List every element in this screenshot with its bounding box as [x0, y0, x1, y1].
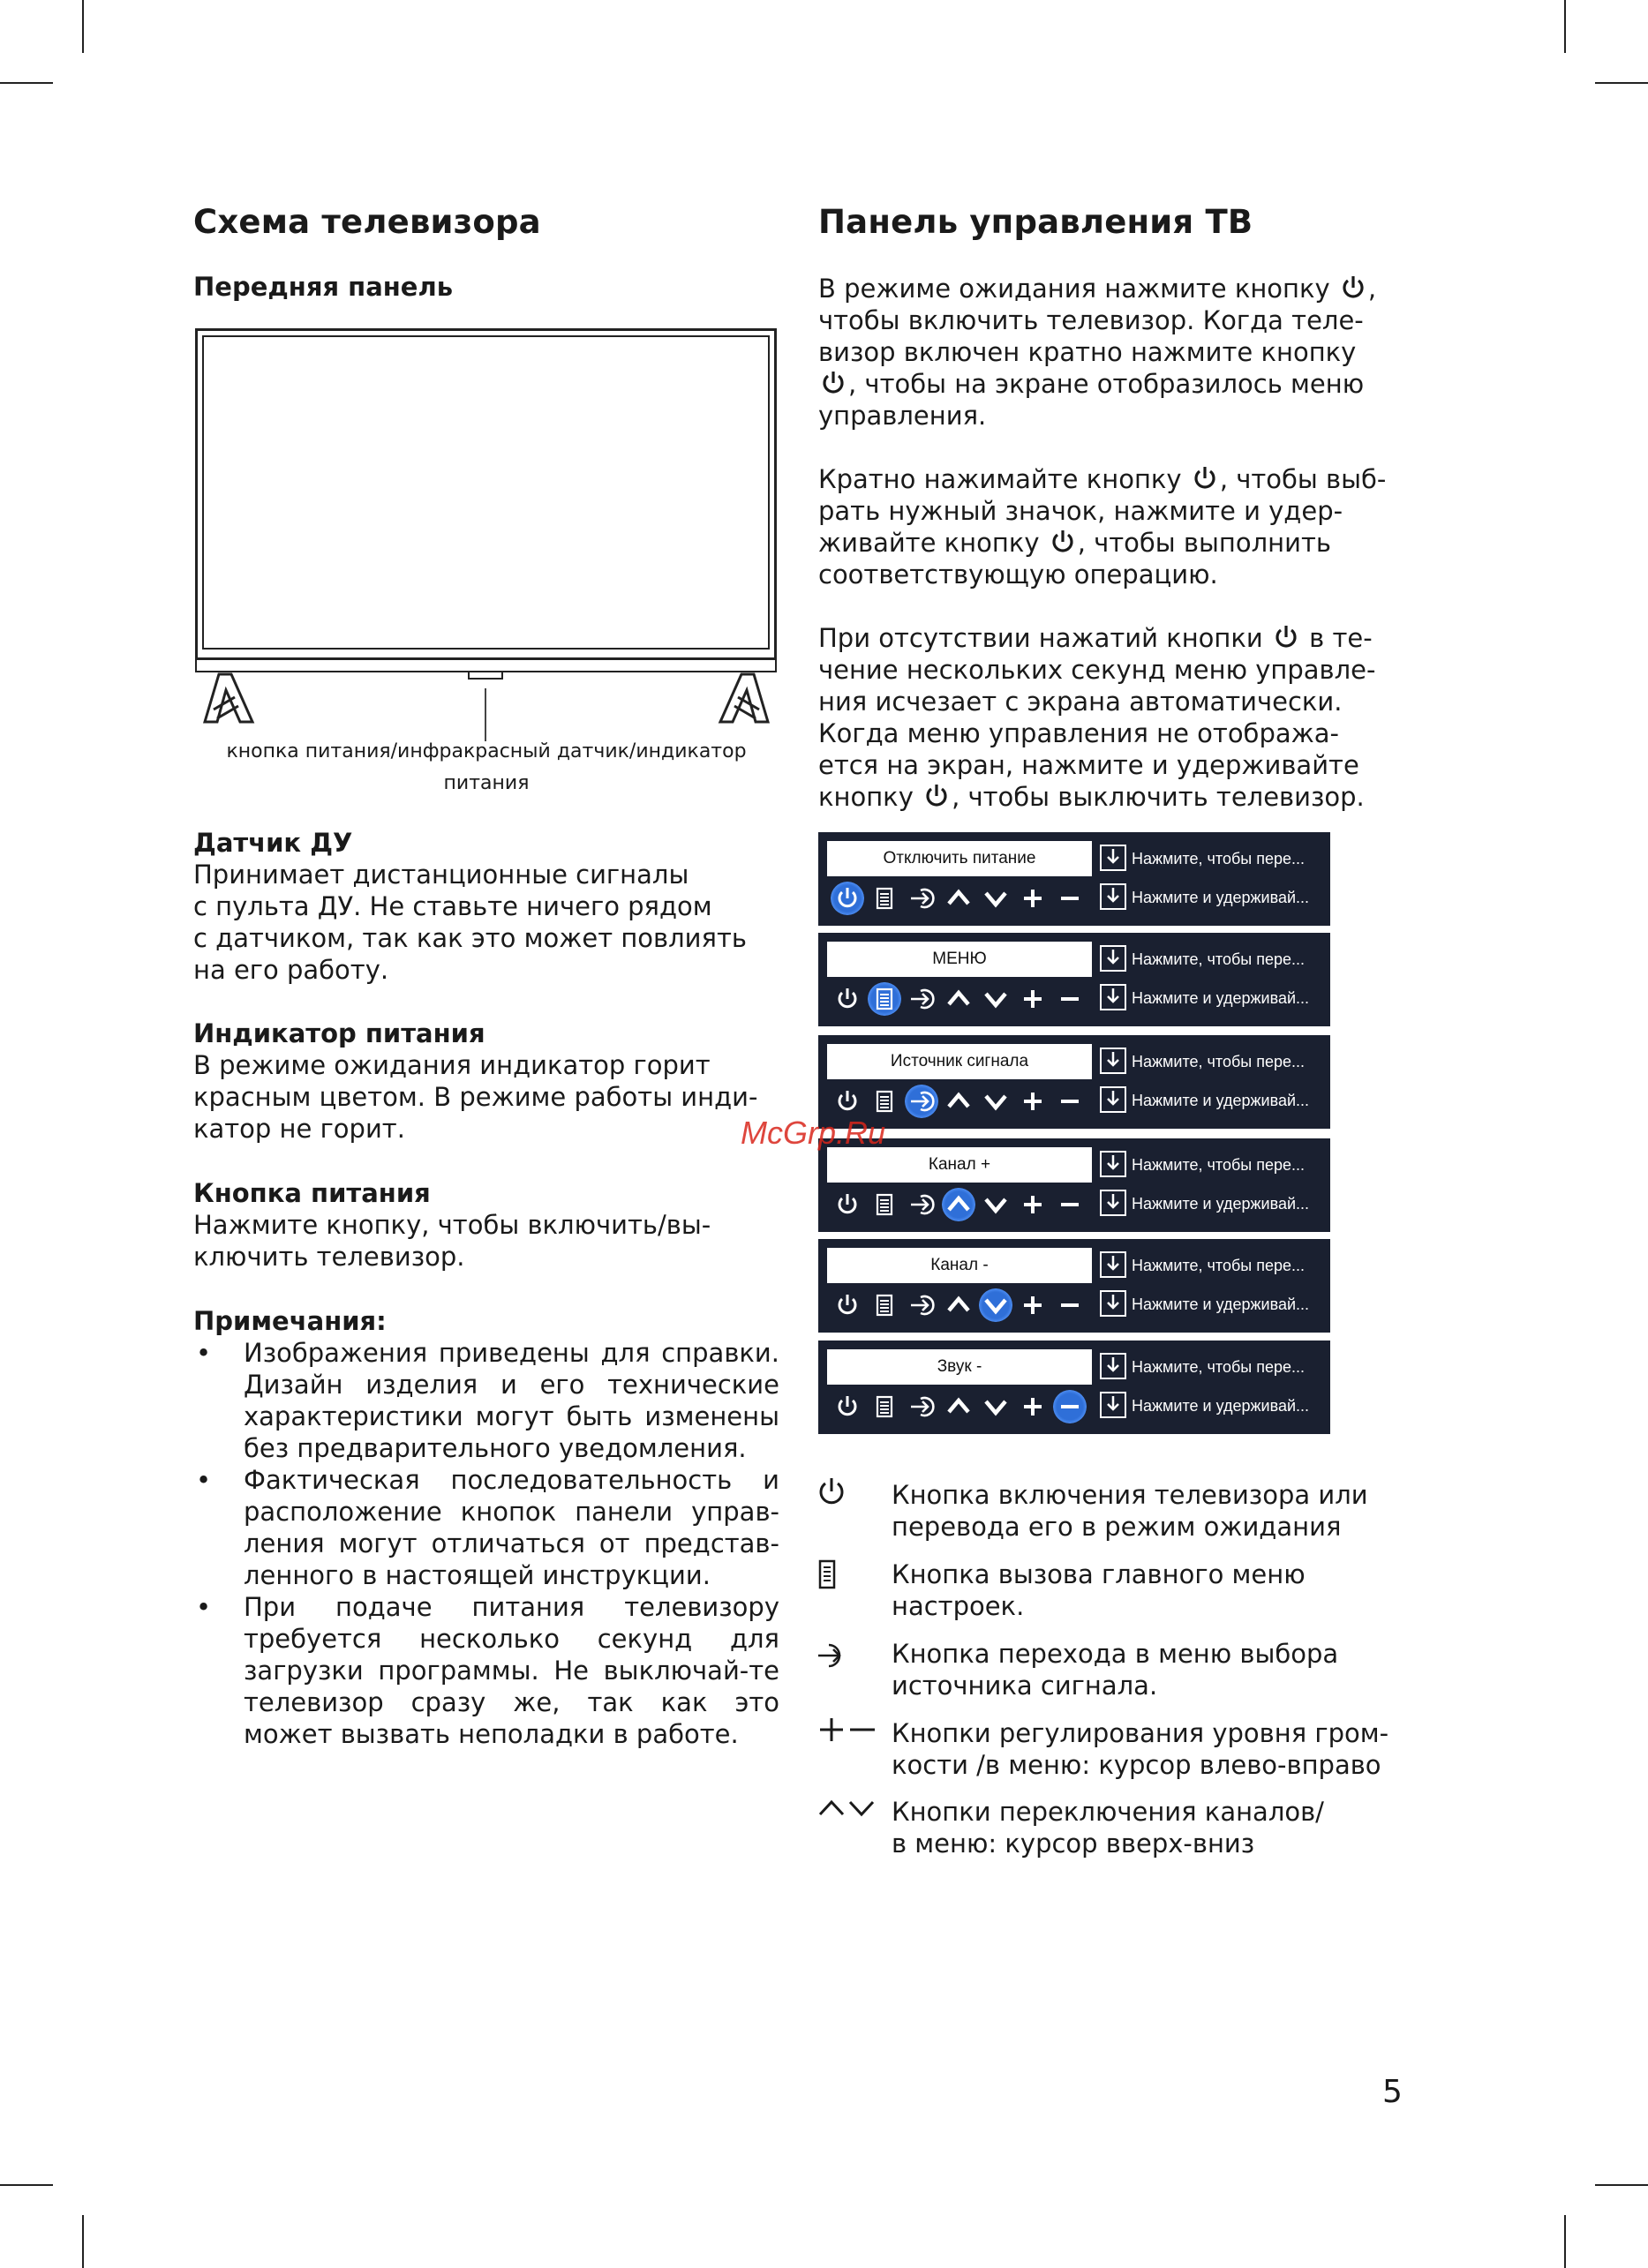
body-text: , чтобы выб-: [1219, 464, 1387, 494]
power-icon: [831, 882, 864, 915]
osd-hint: [1095, 942, 1328, 977]
osd-panel: [818, 832, 1330, 926]
intro-paragraph-2: [818, 463, 1436, 590]
section-title-control-panel: Панель управления ТВ: [818, 203, 1253, 241]
osd-hint-label: Нажмите и удерживай...: [1132, 1092, 1310, 1109]
source-icon: [905, 1085, 938, 1118]
osd-panel-title: Источник сигнала: [827, 1044, 1092, 1079]
body-line: катор не горит.: [193, 1114, 405, 1144]
power-icon: [1273, 623, 1299, 651]
legend-text: Кнопка перехода в меню выбора: [892, 1639, 1339, 1669]
plus-icon: [1016, 1288, 1050, 1322]
download-arrow-icon: [1100, 1251, 1126, 1278]
legend-text: кости /в меню: курсор влево-вправо: [892, 1750, 1381, 1780]
menu-icon: [868, 1085, 901, 1118]
osd-hint-label: Нажмите, чтобы пере...: [1132, 1257, 1305, 1274]
plus-icon: [1016, 982, 1050, 1016]
body-line: В режиме ожидания индикатор горит: [193, 1050, 711, 1080]
tv-power-sensor: [468, 671, 503, 680]
osd-hint-label: Нажмите и удерживай...: [1132, 1295, 1310, 1313]
legend-item: [892, 1717, 1421, 1781]
chevron-down-icon: [979, 1390, 1012, 1423]
osd-icon-row: [827, 882, 1092, 917]
chevron-up-icon: [942, 1390, 975, 1423]
download-arrow-icon: [1100, 883, 1126, 910]
minus-icon: [1053, 1390, 1087, 1423]
remote-sensor-section: [193, 827, 794, 986]
minus-icon: [1053, 882, 1087, 915]
body-text: в те-: [1300, 623, 1373, 653]
power-icon: [831, 1188, 864, 1221]
body-line: Когда меню управления не отобража-: [818, 718, 1339, 748]
legend-text: источника сигнала.: [892, 1671, 1158, 1701]
menu-icon: [816, 1558, 878, 1593]
crop-mark: [82, 2215, 84, 2268]
osd-panel-title: Канал +: [827, 1147, 1092, 1183]
chevron-up-icon: [942, 982, 975, 1016]
body-line: ния исчезает с экрана автоматически.: [818, 687, 1343, 717]
plus-icon: [1016, 1085, 1050, 1118]
plus-icon: [1016, 882, 1050, 915]
osd-hint: [1095, 841, 1328, 876]
crop-mark: [1564, 0, 1566, 53]
osd-hint-label: Нажмите и удерживай...: [1132, 1195, 1310, 1213]
power-icon: [1340, 274, 1366, 302]
callout-line: [485, 688, 486, 741]
power-indicator-section: [193, 1018, 794, 1145]
menu-icon: [868, 1188, 901, 1221]
intro-paragraph-3: [818, 622, 1436, 813]
power-icon: [831, 1390, 864, 1423]
chevron-down-icon: [979, 1188, 1012, 1221]
menu-icon: [868, 1390, 901, 1423]
watermark: McGrp.Ru: [741, 1115, 886, 1151]
crop-mark: [0, 82, 53, 84]
osd-hint: [1095, 1248, 1328, 1283]
chevron-up-icon: [942, 1085, 975, 1118]
osd-hint-label: Нажмите, чтобы пере...: [1132, 850, 1305, 867]
download-arrow-icon: [1100, 1290, 1126, 1317]
up-down-icon: [816, 1795, 878, 1830]
source-icon: [816, 1638, 878, 1673]
download-arrow-icon: [1100, 845, 1126, 871]
chevron-down-icon: [979, 1288, 1012, 1322]
legend-item: [892, 1638, 1421, 1701]
bullet-dot: •: [196, 1465, 212, 1495]
osd-panel-title: Канал -: [827, 1248, 1092, 1283]
bullet-dot: •: [196, 1592, 212, 1622]
note-text: Изображения приведены для справки. Дизайн изделия и его технические характеристики могут быть изменены без предварительного уведомления.: [244, 1338, 779, 1463]
power-icon: [820, 369, 847, 397]
minus-icon: [1053, 982, 1087, 1016]
body-line: чтобы включить телевизор. Когда теле-: [818, 305, 1364, 335]
chevron-down-icon: [979, 1085, 1012, 1118]
source-icon: [905, 1188, 938, 1221]
osd-hint-label: Нажмите, чтобы пере...: [1132, 1053, 1305, 1070]
body-line: красным цветом. В режиме работы инди-: [193, 1082, 758, 1112]
osd-hint-label: Нажмите, чтобы пере...: [1132, 1358, 1305, 1376]
body-text: , чтобы на экране отобразилось меню: [848, 369, 1365, 399]
tv-callout-caption: [193, 736, 779, 800]
crop-mark: [0, 2184, 53, 2186]
source-icon: [905, 1288, 938, 1322]
download-arrow-icon: [1100, 1190, 1126, 1216]
osd-hint: [1095, 1044, 1328, 1079]
section-title-tv-scheme: Схема телевизора: [193, 203, 541, 241]
chevron-down-icon: [979, 982, 1012, 1016]
menu-icon: [868, 982, 901, 1016]
body-line: на его работу.: [193, 955, 389, 985]
osd-panel: [818, 1341, 1330, 1434]
body-line: с пульта ДУ. Не ставьте ничего рядом: [193, 891, 712, 921]
legend-text: настроек.: [892, 1591, 1025, 1621]
power-icon: [831, 1085, 864, 1118]
osd-hint: [1095, 1287, 1328, 1322]
power-icon: [831, 982, 864, 1016]
chevron-up-icon: [942, 1188, 975, 1221]
osd-icon-row: [827, 982, 1092, 1018]
source-icon: [905, 882, 938, 915]
osd-panel: [818, 1239, 1330, 1333]
bullet-dot: •: [196, 1338, 212, 1368]
osd-hint: [1095, 1349, 1328, 1385]
crop-mark: [1595, 82, 1648, 84]
osd-panel: [818, 1138, 1330, 1232]
body-text: кнопку: [818, 782, 914, 812]
body-text: , чтобы выполнить: [1077, 528, 1331, 558]
chevron-down-icon: [979, 882, 1012, 915]
body-line: визор включен кратно нажмите кнопку: [818, 337, 1357, 367]
body-line: управления.: [818, 401, 987, 431]
osd-panel-title: Звук -: [827, 1349, 1092, 1385]
minus-icon: [1053, 1288, 1087, 1322]
plus-icon: [1016, 1390, 1050, 1423]
minus-icon: [1053, 1085, 1087, 1118]
osd-hint: [1095, 980, 1328, 1016]
power-icon: [816, 1476, 878, 1512]
body-line: Нажмите кнопку, чтобы включить/вы-: [193, 1210, 711, 1240]
legend-text: в меню: курсор вверх-вниз: [892, 1829, 1255, 1859]
caption-line: кнопка питания/инфракрасный датчик/индикатор: [226, 740, 747, 762]
notes-heading: Примечания:: [193, 1306, 387, 1336]
legend-text: перевода его в режим ожидания: [892, 1512, 1342, 1542]
plus-minus-icon: [816, 1714, 878, 1749]
body-line: соответствующую операцию.: [818, 559, 1218, 590]
source-icon: [905, 1390, 938, 1423]
power-indicator-heading: Индикатор питания: [193, 1018, 485, 1048]
menu-icon: [868, 1288, 901, 1322]
body-line: рать нужный значок, нажмите и удер-: [818, 496, 1343, 526]
caption-line: питания: [443, 772, 530, 794]
tv-screen: [202, 335, 770, 650]
download-arrow-icon: [1100, 945, 1126, 972]
power-icon: [831, 1288, 864, 1322]
osd-panel-title: Отключить питание: [827, 841, 1092, 876]
osd-icon-row: [827, 1188, 1092, 1223]
osd-icon-row: [827, 1288, 1092, 1324]
minus-icon: [1053, 1188, 1087, 1221]
source-icon: [905, 982, 938, 1016]
notes-list: [193, 1337, 779, 1750]
tv-right-stand: [717, 671, 773, 725]
crop-mark: [1564, 2215, 1566, 2268]
osd-panel: [818, 933, 1330, 1026]
osd-hint-label: Нажмите и удерживай...: [1132, 889, 1310, 906]
tv-left-stand: [199, 671, 256, 725]
body-text: живайте кнопку: [818, 528, 1040, 558]
body-text: Кратно нажимайте кнопку: [818, 464, 1182, 494]
intro-paragraph-1: [818, 273, 1436, 432]
osd-hint: [1095, 1186, 1328, 1221]
legend-text: Кнопка включения телевизора или: [892, 1480, 1368, 1510]
front-panel-heading: Передняя панель: [193, 272, 454, 302]
remote-sensor-heading: Датчик ДУ: [193, 828, 353, 858]
note-text: При подаче питания телевизору требуется несколько секунд для загрузки программы. Не выключай-те телевизор сразу же, так как это может вызвать неполадки в работе.: [244, 1592, 779, 1749]
body-text: При отсутствии нажатий кнопки: [818, 623, 1263, 653]
power-button-section: [193, 1177, 794, 1273]
power-icon: [1192, 464, 1218, 492]
osd-hint-label: Нажмите и удерживай...: [1132, 1397, 1310, 1415]
page-number: 5: [1382, 2074, 1403, 2110]
download-arrow-icon: [1100, 1151, 1126, 1177]
chevron-up-icon: [942, 882, 975, 915]
legend-item: [892, 1796, 1421, 1859]
body-line: с датчиком, так как это может повлиять: [193, 923, 747, 953]
body-line: ключить телевизор.: [193, 1242, 465, 1272]
menu-icon: [868, 882, 901, 915]
body-line: ется на экран, нажмите и удерживайте: [818, 750, 1359, 780]
power-button-heading: Кнопка питания: [193, 1178, 431, 1208]
osd-hint-label: Нажмите, чтобы пере...: [1132, 950, 1305, 968]
chevron-up-icon: [942, 1288, 975, 1322]
crop-mark: [82, 0, 84, 53]
legend-text: Кнопки переключения каналов/: [892, 1797, 1324, 1827]
crop-mark: [1595, 2184, 1648, 2186]
body-text: В режиме ожидания нажмите кнопку: [818, 274, 1330, 304]
body-text: ,: [1367, 274, 1377, 304]
power-icon: [923, 782, 950, 810]
power-icon: [1050, 528, 1076, 556]
osd-icon-row: [827, 1390, 1092, 1425]
note-text: Фактическая последовательность и расположение кнопок панели управ-ления могут отличаться от представ-ленного в настоящей инструкции.: [244, 1465, 779, 1590]
osd-panel-title: МЕНЮ: [827, 942, 1092, 977]
osd-hint-label: Нажмите, чтобы пере...: [1132, 1156, 1305, 1174]
download-arrow-icon: [1100, 1086, 1126, 1113]
body-line: чение нескольких секунд меню управле-: [818, 655, 1376, 685]
body-text: , чтобы выключить телевизор.: [952, 782, 1365, 812]
list-item: [193, 1591, 779, 1750]
osd-panel: [818, 1035, 1330, 1129]
osd-hint: [1095, 880, 1328, 915]
download-arrow-icon: [1100, 984, 1126, 1010]
download-arrow-icon: [1100, 1353, 1126, 1379]
body-line: Принимает дистанционные сигналы: [193, 860, 689, 890]
osd-hint-label: Нажмите и удерживай...: [1132, 989, 1310, 1007]
download-arrow-icon: [1100, 1392, 1126, 1418]
legend-item: [892, 1558, 1421, 1622]
legend-text: Кнопки регулирования уровня гром-: [892, 1718, 1389, 1748]
osd-hint: [1095, 1083, 1328, 1118]
osd-hint: [1095, 1388, 1328, 1423]
plus-icon: [1016, 1188, 1050, 1221]
legend-text: Кнопка вызова главного меню: [892, 1559, 1306, 1589]
download-arrow-icon: [1100, 1048, 1126, 1074]
osd-hint: [1095, 1147, 1328, 1183]
list-item: [193, 1337, 779, 1464]
list-item: [193, 1464, 779, 1591]
legend-item: [892, 1479, 1421, 1543]
